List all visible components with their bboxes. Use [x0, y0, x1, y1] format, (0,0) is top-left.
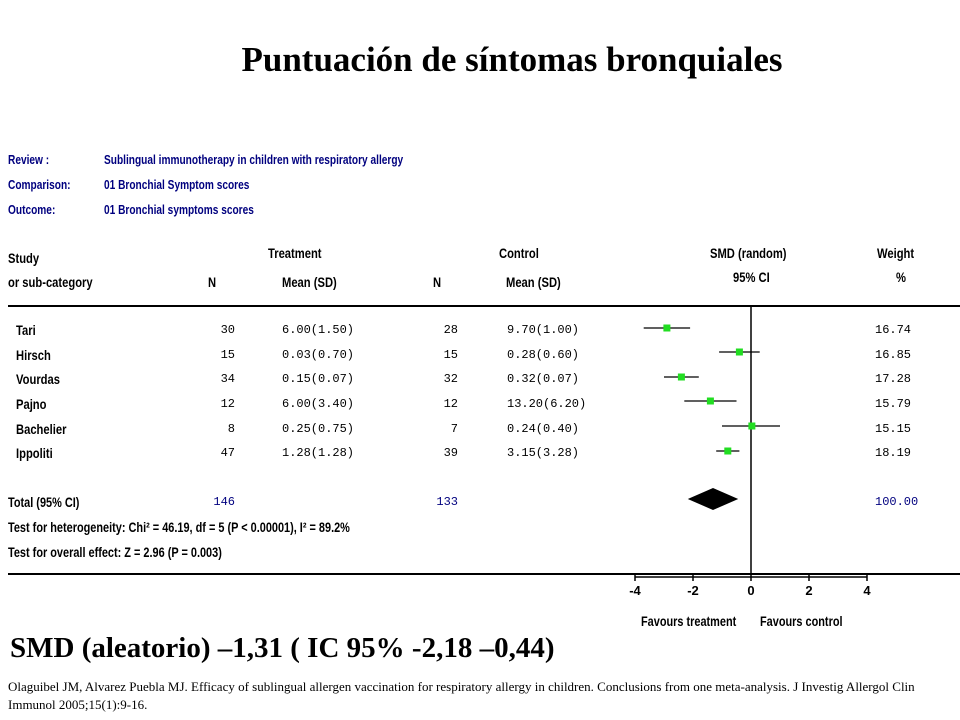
- control-n: 7: [450, 422, 458, 436]
- header-treatment-mean: Mean (SD): [282, 274, 337, 290]
- weight: 18.19: [875, 446, 912, 460]
- effect-marker: [663, 325, 670, 332]
- total-label: Total (95% CI): [8, 494, 80, 510]
- study-name: Tari: [16, 322, 36, 338]
- header-control: Control: [499, 245, 539, 261]
- study-name: Hirsch: [16, 347, 51, 363]
- header-weight-pct: %: [896, 269, 906, 285]
- x-tick-label: 0: [747, 583, 755, 598]
- treatment-mean: 0.15(0.07): [282, 372, 355, 386]
- effect-marker: [724, 448, 731, 455]
- x-tick-label: 2: [805, 583, 813, 598]
- weight: 16.74: [875, 323, 912, 337]
- control-mean: 0.24(0.40): [507, 422, 580, 436]
- favours-treatment-label: Favours treatment: [641, 613, 737, 629]
- study-name: Vourdas: [16, 371, 60, 387]
- header-study: Study: [8, 250, 40, 266]
- treatment-n: 12: [220, 397, 235, 411]
- weight: 15.79: [875, 397, 912, 411]
- treatment-n: 30: [220, 323, 235, 337]
- weight: 15.15: [875, 422, 912, 436]
- control-mean: 9.70(1.00): [507, 323, 580, 337]
- treatment-mean: 1.28(1.28): [282, 446, 355, 460]
- treatment-mean: 6.00(1.50): [282, 323, 355, 337]
- review-label: Review :: [8, 152, 50, 167]
- effect-marker: [748, 423, 755, 430]
- effect-marker: [707, 398, 714, 405]
- treatment-mean: 0.03(0.70): [282, 348, 355, 362]
- control-mean: 3.15(3.28): [507, 446, 580, 460]
- comparison-label: Comparison:: [8, 177, 71, 192]
- weight: 17.28: [875, 372, 912, 386]
- weight: 16.85: [875, 348, 912, 362]
- header-subcategory: or sub-category: [8, 274, 93, 290]
- treatment-n: 34: [220, 372, 235, 386]
- study-name: Pajno: [16, 396, 47, 412]
- control-n: 28: [443, 323, 458, 337]
- study-name: Bachelier: [16, 421, 67, 437]
- favours-control-label: Favours control: [760, 613, 843, 629]
- control-n: 32: [443, 372, 458, 386]
- pooled-diamond: [688, 488, 738, 510]
- smd-summary: SMD (aleatorio) –1,31 ( IC 95% -2,18 –0,44): [10, 632, 555, 664]
- outcome-label: Outcome:: [8, 202, 56, 217]
- heterogeneity-test: Test for heterogeneity: Chi² = 46.19, df = 5 (P < 0.00001), I² = 89.2%: [8, 519, 350, 535]
- treatment-mean: 0.25(0.75): [282, 422, 355, 436]
- total-weight: 100.00: [875, 495, 919, 509]
- overall-effect-test: Test for overall effect: Z = 2.96 (P = 0.003): [8, 544, 222, 560]
- x-tick-label: -2: [687, 583, 699, 598]
- control-n: 12: [443, 397, 458, 411]
- treatment-n: 8: [227, 422, 235, 436]
- x-tick-label: 4: [863, 583, 871, 598]
- header-treatment-n: N: [208, 274, 217, 290]
- treatment-mean: 6.00(3.40): [282, 397, 355, 411]
- effect-marker: [678, 374, 685, 381]
- study-name: Ippoliti: [16, 445, 53, 461]
- citation: Olaguibel JM, Alvarez Puebla MJ. Efficacy of sublingual allergen vaccination for respiratory allergy in children. Conclusions from one meta-analysis. J Investig Allergol Clin Immunol 2005;15(1):9-16.: [8, 679, 915, 712]
- header-treatment: Treatment: [268, 245, 322, 261]
- control-n: 15: [443, 348, 458, 362]
- control-n: 39: [443, 446, 458, 460]
- control-mean: 0.28(0.60): [507, 348, 580, 362]
- header-ci: 95% CI: [733, 269, 770, 285]
- header-control-mean: Mean (SD): [506, 274, 561, 290]
- outcome-value: 01 Bronchial symptoms scores: [104, 202, 254, 217]
- total-treatment-n: 146: [213, 495, 235, 509]
- header-weight: Weight: [877, 245, 915, 261]
- comparison-value: 01 Bronchial Symptom scores: [104, 177, 250, 192]
- x-tick-label: -4: [629, 583, 641, 598]
- total-control-n: 133: [436, 495, 458, 509]
- control-mean: 13.20(6.20): [507, 397, 587, 411]
- treatment-n: 15: [220, 348, 235, 362]
- effect-marker: [736, 349, 743, 356]
- control-mean: 0.32(0.07): [507, 372, 580, 386]
- review-value: Sublingual immunotherapy in children with respiratory allergy: [104, 152, 404, 167]
- treatment-n: 47: [220, 446, 235, 460]
- header-smd: SMD (random): [710, 245, 787, 261]
- header-control-n: N: [433, 274, 442, 290]
- page-title: Puntuación de síntomas bronquiales: [241, 40, 783, 79]
